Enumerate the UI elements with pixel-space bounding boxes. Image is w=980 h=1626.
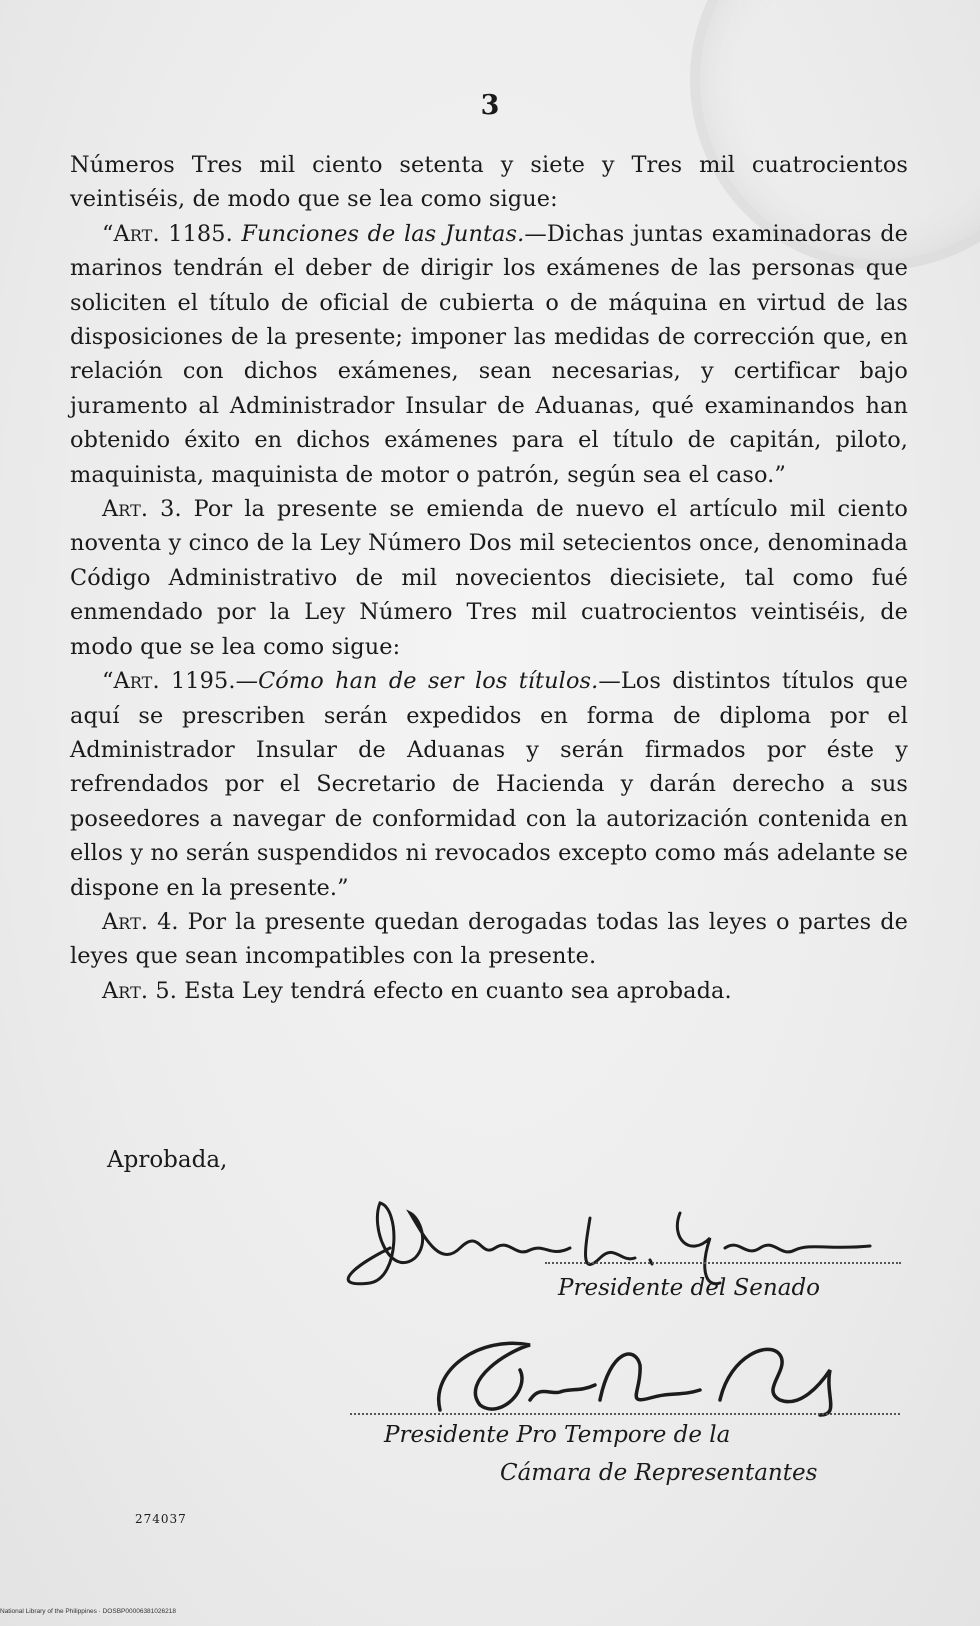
document-body <box>70 148 908 1008</box>
art-label: Art. <box>113 220 160 247</box>
art-label: Art. <box>102 908 149 935</box>
art-label: Art. <box>102 496 149 523</box>
art-label: Art. <box>113 668 160 695</box>
house-president-signature <box>420 1330 900 1420</box>
art-number: 1195. <box>159 668 236 695</box>
art-number: 1185. <box>159 220 242 247</box>
section-text: 3. Por la presente se emienda de nuevo el artículo mil ciento noventa y cinco de la Ley Número Dos mil setecientos once, denominada Código Administrativo de mil novecientos diecisiete, tal como fué enmendado por la Ley Número Tres mil cuatrocientos veintiséis, de modo que se lea como sigue: <box>70 496 908 660</box>
paragraph-art-5 <box>70 974 908 1008</box>
art-label: Art. <box>102 977 149 1004</box>
page-number: 3 <box>480 90 500 121</box>
section-text: 5. Esta Ley tendrá efecto en cuanto sea aprobada. <box>148 977 732 1004</box>
senate-signature-line <box>545 1262 901 1264</box>
section-title: —Cómo han de ser los títulos. <box>235 668 599 695</box>
closing-approved: Aprobada, <box>107 1147 228 1173</box>
house-president-label-line2: Cámara de Representantes <box>500 1460 818 1486</box>
paragraph-art-1195 <box>70 664 908 905</box>
archive-footer: National Library of the Philippines · DOSBP00006381026218 <box>0 1608 176 1615</box>
paragraph-art-3 <box>70 492 908 664</box>
document-number: 274037 <box>135 1512 187 1526</box>
section-text: —Los distintos títulos que aquí se prescriben serán expedidos en forma de diploma por el Administrador Insular de Aduanas y serán firmados por éste y refrendados por el Secretario de Hacienda y darán derecho a sus poseedores a navegar de conformidad con la autorización contenida en ellos y no serán suspendidos ni revocados excepto como más adelante se dispone en la presente.” <box>70 668 908 901</box>
section-title: Funciones de las Juntas. <box>241 220 525 247</box>
paragraph-intro: Números Tres mil ciento setenta y siete y Tres mil cuatrocientos veintiséis, de modo que se lea como sigue: <box>70 152 908 213</box>
paragraph-art-1185 <box>70 217 908 492</box>
paragraph-art-4 <box>70 905 908 974</box>
open-quote: “ <box>102 668 114 695</box>
open-quote: “ <box>102 220 114 247</box>
senate-president-label: Presidente del Senado <box>558 1275 821 1301</box>
house-president-label-line1: Presidente Pro Tempore de la <box>384 1422 731 1448</box>
section-text: —Dichas juntas examinadoras de marinos tendrán el deber de dirigir los exámenes de las personas que soliciten el título de oficial de cubierta o de máquina en virtud de las disposiciones de la presente; imponer las medidas de corrección que, en relación con dichos exámenes, sean necesarias, y certificar bajo juramento al Administrador Insular de Aduanas, qué examinandos han obtenido éxito en dichos exámenes para el título de capitán, piloto, maquinista, maquinista de motor o patrón, según sea el caso.” <box>70 220 909 488</box>
section-text: 4. Por la presente quedan derogadas todas las leyes o partes de leyes que sean incompatibles con la presente. <box>70 908 908 970</box>
house-signature-line <box>350 1413 900 1415</box>
